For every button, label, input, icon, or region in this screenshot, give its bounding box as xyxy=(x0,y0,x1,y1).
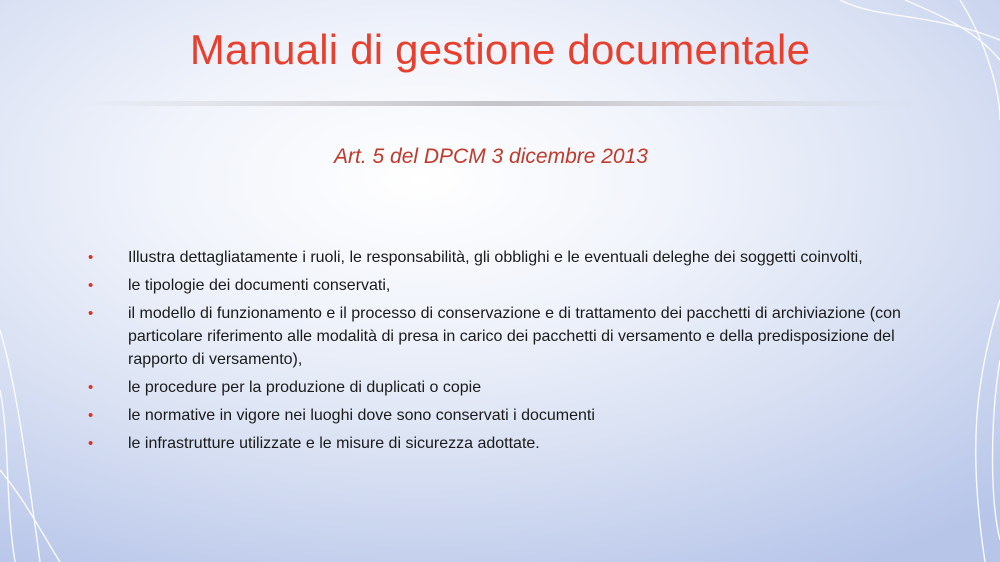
bullet-item xyxy=(88,274,908,297)
slide-title: Manuali di gestione documentale xyxy=(189,26,811,73)
bullet-item xyxy=(88,246,908,269)
bullet-marker: • xyxy=(88,277,94,294)
title-divider xyxy=(80,101,920,106)
bullet-text: il modello di funzionamento e il processo di conservazione e di trattamento dei pacchetti di archiviazione (con particolare riferimento alle modalità di presa in carico dei pacchetti di versamento e della predisposizione del rapporto di versamento), xyxy=(128,305,901,368)
bullet-text: le infrastrutture utilizzate e le misure di sicurezza adottate. xyxy=(128,435,540,452)
bullet-marker: • xyxy=(88,249,94,266)
bullet-text: le tipologie dei documenti conservati, xyxy=(128,277,391,294)
bullet-text: le normative in vigore nei luoghi dove sono conservati i documenti xyxy=(128,407,595,424)
bullet-text: Illustra dettagliatamente i ruoli, le responsabilità, gli obblighi e le eventuali deleghe dei soggetti coinvolti, xyxy=(128,249,863,266)
bullet-item xyxy=(88,404,908,427)
bullet-list xyxy=(88,246,908,460)
bullet-marker: • xyxy=(88,379,94,396)
bullet-marker: • xyxy=(88,407,94,424)
bullet-marker: • xyxy=(88,305,94,322)
bullet-marker: • xyxy=(88,435,94,452)
bullet-item xyxy=(88,432,908,455)
bullet-item xyxy=(88,376,908,399)
bullet-text: le procedure per la produzione di duplicati o copie xyxy=(128,379,482,396)
bullet-item xyxy=(88,302,908,371)
slide-subtitle: Art. 5 del DPCM 3 dicembre 2013 xyxy=(334,145,648,168)
